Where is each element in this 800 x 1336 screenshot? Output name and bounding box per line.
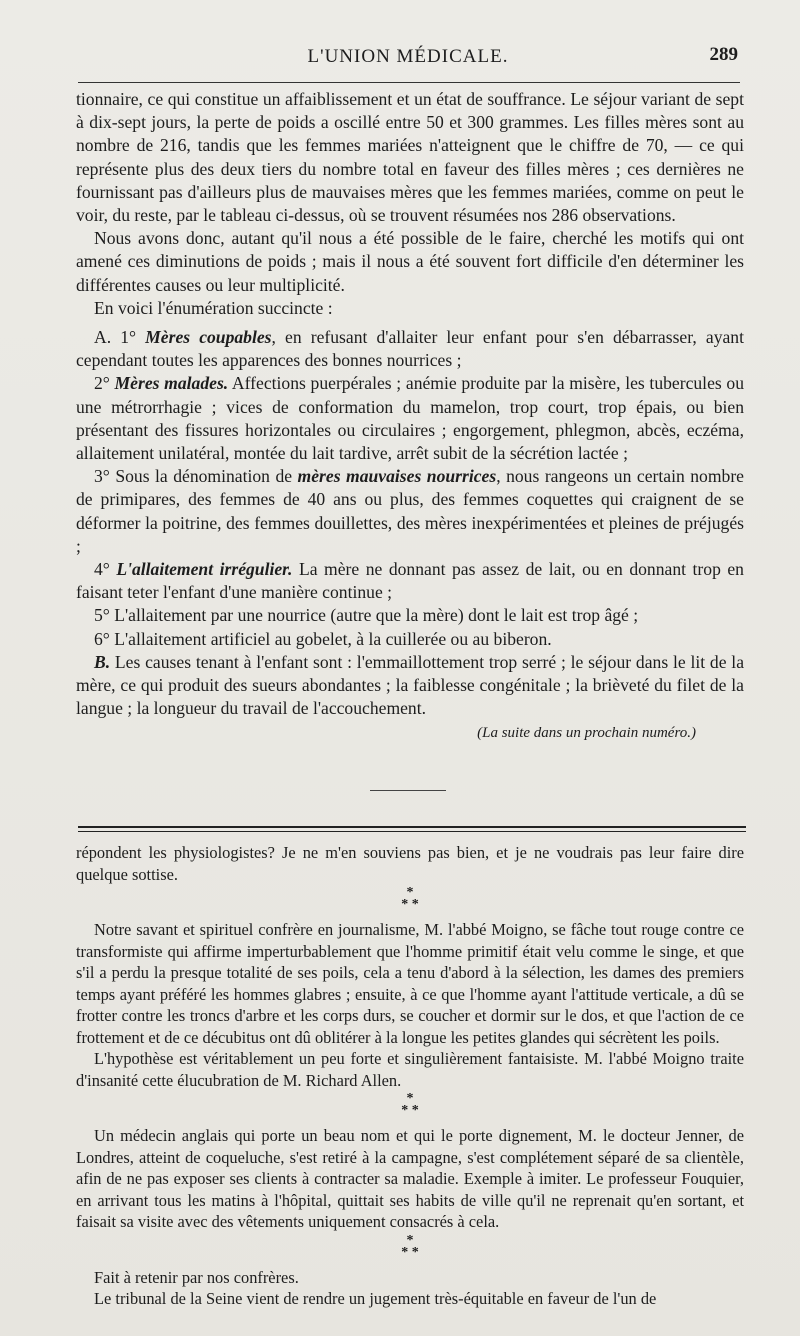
paragraph: Nous avons donc, autant qu'il nous a été possible de le faire, cherché les motifs qui ont amené ces diminutions de poids ; mais il nous a été souvent fort difficile d'en déterminer les différentes causes ou leur multiplicité.	[76, 228, 744, 295]
asterism: * * *	[401, 1091, 419, 1118]
item-text: La mère ne donnant pas assez de lait, ou en donnant trop en faisant teter l'enfant d'une manière continue ;	[76, 559, 744, 603]
asterism: * * *	[401, 885, 419, 912]
list-item: 5° L'allaitement par une nourrice (autre que la mère) dont le lait est trop âgé ;	[94, 605, 639, 626]
list-item	[76, 372, 744, 465]
paragraph: L'hypothèse est véritablement un peu forte et singulièrement fantaisiste. M. l'abbé Moigno traite d'insanité cette élucubration de M. Richard Allen.	[76, 1049, 744, 1090]
item-prefix: A. 1°	[94, 327, 146, 348]
item-title: L'allaitement irrégulier.	[116, 559, 293, 580]
item-prefix: B.	[94, 651, 111, 672]
page-number: 289	[709, 44, 738, 65]
paragraph: Un médecin anglais qui porte un beau nom et qui le porte dignement, M. le docteur Jenner, de Londres, atteint de coqueluche, s'est retiré à la campagne, s'est complétement séparé de sa clientèle, afin de ne pas exposer ses clients à contracter sa maladie. Exemple à imiter. Le professeur Fouquier, en arrivant tous les matins à l'hôpital, quittait ses habits de ville qu'il ne reprenait qu'en sortant, et faisait sa visite avec des vêtements uniquement consacrés à cela.	[76, 1126, 744, 1231]
item-text: , nous rangeons un certain nombre de primipares, des femmes de 40 ans ou plus, des femmes coquettes qui craignent de se déformer la poitrine, des femmes douillettes, des mères inexpérimentées et pleines de préjugés ;	[76, 466, 744, 556]
header-rule	[78, 82, 740, 83]
paragraph: Notre savant et spirituel confrère en journalisme, M. l'abbé Moigno, se fâche tout rouge contre ce transformiste qui affirme imperturbablement que l'homme primitif était velu comme le singe, et que s'il a perdu la presque totalité de ses poils, cela a tenu d'abord à la sélection, les dames des premiers temps ayant préféré les hommes glabres ; ensuite, à ce que l'homme ayant l'attitude verticale, a dû se frotter contre les troncs d'arbre et les corps durs, se coucher et dormir sur le dos, et que l'action de ce frottement et de ce décubitus ont dû oblitérer à la longue les petites glandes qui sécrètent les poils.	[76, 920, 744, 1047]
asterism: * * *	[401, 1232, 419, 1260]
running-title: L'UNION MÉDICALE.	[307, 46, 509, 67]
list-item	[76, 558, 744, 604]
item-text: Les causes tenant à l'enfant sont : l'emmaillottement trop serré ; le séjour dans le lit de la mère, ce qui produit des sueurs abondantes ; la faiblesse congénitale ; la brièveté du filet de la langue ; la longueur du travail de l'accouchement.	[76, 651, 744, 719]
list-item	[76, 651, 744, 721]
item-prefix: 2°	[94, 373, 115, 394]
item-title: Mères malades.	[114, 373, 229, 394]
list-item: 6° L'allaitement artificiel au gobelet, à la cuillerée ou au biberon.	[94, 628, 552, 649]
paragraph: Le tribunal de la Seine vient de rendre un jugement très-équitable en faveur de l'un de	[94, 1289, 657, 1308]
paragraph: répondent les physiologistes? Je ne m'en souviens pas bien, et je ne voudrais pas leur faire dire quelque sottise.	[76, 843, 744, 884]
paragraph: Fait à retenir par nos confrères.	[94, 1267, 299, 1287]
paragraph: tionnaire, ce qui constitue un affaiblissement et un état de souffrance. Le séjour variant de sept à dix-sept jours, la perte de poids a oscillé entre 50 et 300 grammes. Les filles mères sont au nombre de 216, tandis que les femmes mariées n'atteignent que le chiffre de 70, — ce qui représente plus des deux tiers du nombre total en faveur des filles mères ; ces dernières ne fournissant pas d'ailleurs plus de mauvaises mères que les femmes mariées, comme on peut le voir, du reste, par le tableau ci-dessus, où se trouvent résumées nos 286 observations.	[76, 89, 744, 226]
item-text: Affections puerpérales ; anémie produite par la misère, les tubercules ou une métrorrhagie ; vices de conformation du mamelon, trop court, trop épais, ou bien présentant des fissures horizontales ou circulaires ; engorgement, phlegmon, abcès, eczéma, allaitement unilatéral, montée du lait tardive, arrêt subit de la sécrétion lactée ;	[76, 373, 745, 464]
list-item	[76, 326, 744, 372]
paragraph: En voici l'énumération succincte :	[94, 297, 333, 318]
page-header	[76, 44, 740, 76]
item-prefix: 3° Sous la dénomination de	[94, 466, 298, 487]
feuilleton-divider	[78, 826, 746, 832]
main-article	[76, 88, 744, 746]
item-title: mères mauvaises nourrices	[297, 466, 497, 487]
item-title: Mères coupables	[145, 327, 272, 348]
item-text: , en refusant d'allaiter leur enfant pour s'en débarrasser, ayant cependant toutes les apparences des bonnes nourrices ;	[76, 327, 744, 371]
item-prefix: 4°	[94, 559, 117, 580]
section-end-rule	[370, 790, 446, 791]
continuation-note: (La suite dans un prochain numéro.)	[477, 725, 696, 742]
feuilleton-section	[76, 842, 744, 1310]
list-item	[76, 465, 744, 558]
